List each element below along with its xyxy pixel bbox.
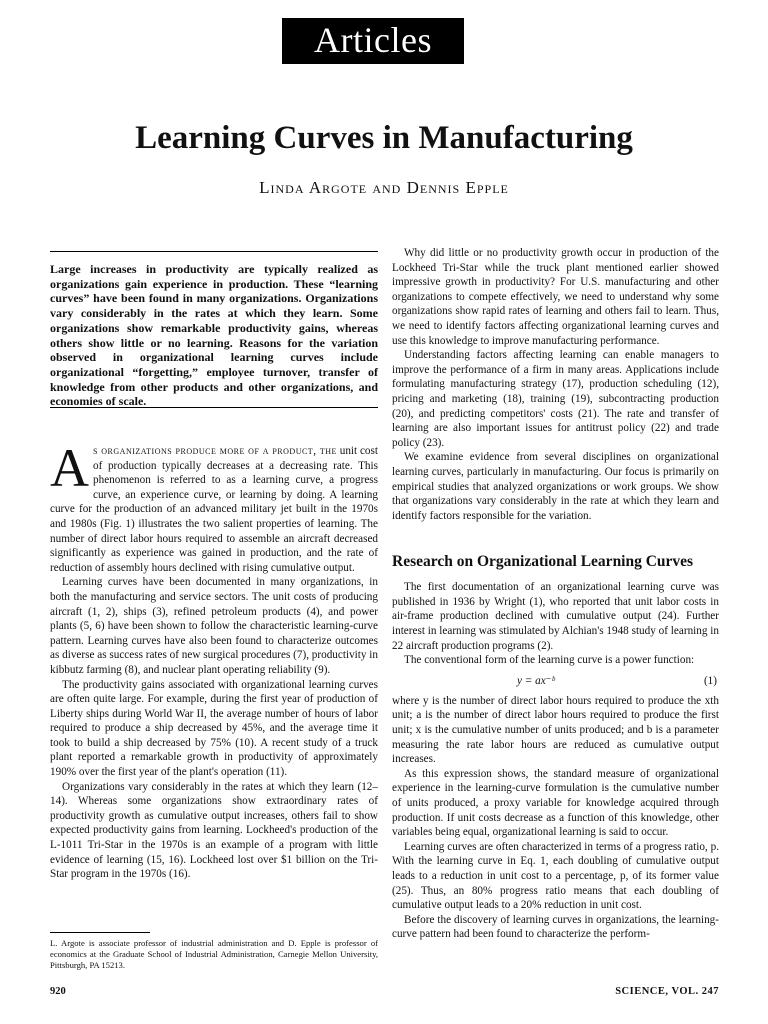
body-paragraph: Understanding factors affecting learning can enable managers to improve the performance of a firm in many areas. Applications include formulating manufacturing strategy (17), production scheduling (12), pricing and marketing (18), training (19), subcontracting production (20), and predicting competitors' costs (21). The rate and transfer of learning are also important issues for antitrust policy (22) and trade policy (23). bbox=[392, 349, 719, 449]
body-paragraph: The conventional form of the learning curve is a power function: bbox=[404, 654, 695, 667]
left-column bbox=[50, 438, 378, 882]
body-paragraph: As this expression shows, the standard measure of organizational experience in the learning-curve formulation is the cumulative number of units produced, a proxy variable for knowledge acquired through production. If unit costs decrease as a function of this knowledge, other variables being equal, organizational learning is said to occur. bbox=[392, 767, 719, 839]
section-banner: Articles bbox=[282, 18, 464, 64]
body-paragraph: We examine evidence from several disciplines on organizational learning curves, particularly in manufacturing. Our focus is primarily on empirical studies that analyzed organizations or work groups. We show that organizations vary considerably in the rate at which they learn and identify factors responsible for the variation. bbox=[392, 451, 719, 522]
body-paragraph: Learning curves have been documented in many organizations, in both the manufacturing and service sectors. The unit costs of producing aircraft (1, 2), ships (3), refined petroleum products (4), and power plants (5, 6) have been shown to follow the characteristic learning-curve pattern. Learning curves have also been found to characterize outcomes as diverse as success rates of new surgical procedures (7), productivity in kibbutz farming (8), and nuclear plant operating reliability (9). bbox=[50, 576, 378, 676]
body-paragraph: Before the discovery of learning curves in organizations, the learning-curve pattern had been found to characterize the perform- bbox=[392, 913, 719, 941]
article-authors: Linda Argote and Dennis Epple bbox=[259, 178, 509, 197]
equation-number: (1) bbox=[703, 674, 717, 687]
intro-paragraph bbox=[50, 438, 378, 575]
page-number: 920 bbox=[50, 986, 66, 997]
section-heading: Research on Organizational Learning Curves bbox=[392, 553, 694, 571]
intro-paragraph-text: unit cost of production typically decreases at a decreasing rate. This phenomenon is referred to as a learning curve, a progress curve, an experience curve, or learning by doing. A learning curve for the production of an advanced military jet built in the 1970s and 1980s (Fig. 1) illustrates the two salient properties of learning. The number of direct labor hours required to assemble an aircraft decreased significantly as experience was gained in production, and the rate of reduction of assembly hours declined with rising cumulative output. bbox=[50, 445, 378, 574]
body-paragraph: Why did little or no productivity growth occur in production of the Lockheed Tri-Star while the truck plant mentioned earlier showed impressive growth in productivity? For U.S. manufacturing and other organizations to compete effectively, we need to understand why some organizations show rapid rates of learning and others fail to learn. Thus, we need to identify factors affecting organizational learning curves and use this knowledge to improve manufacturing performance. bbox=[392, 247, 719, 347]
body-paragraph: The first documentation of an organizational learning curve was published in 1936 by Wright (1), who reported that unit labor costs in air-frame production declined with cumulative output (24). Further interest in learning was stimulated by Alchian's 1948 study of learning in 22 aircraft production programs (2). bbox=[392, 581, 719, 652]
equation: y = ax⁻ᵇ bbox=[517, 674, 555, 687]
body-paragraph: Learning curves are often characterized in terms of a progress ratio, p. With the learning curve in Eq. 1, each doubling of cumulative output leads to a reduction in unit cost to a percentage, p, of its former value (25). Thus, an 80% progress ratio means that each doubling of cumulative output leads to a 20% reduction in unit cost. bbox=[392, 840, 719, 912]
journal-footer: SCIENCE, VOL. 247 bbox=[615, 986, 719, 997]
body-paragraph: The productivity gains associated with organizational learning curves are often quite large. For example, during the first year of production of Liberty ships during World War II, the average number of hours of labor required to produce a ship decreased by 45%, and the average time it took to build a ship decreased by 75% (10). A recent study of a truck plant reported a remarkable growth in productivity of approximately 190% over the first year of the plant's operation (11). bbox=[50, 678, 378, 779]
abstract-bottom-rule bbox=[50, 407, 378, 408]
footnote-rule bbox=[50, 932, 150, 933]
author-footnote: L. Argote is associate professor of industrial administration and D. Epple is professor of economics at the Graduate School of Industrial Administration, Carnegie Mellon University, Pittsburgh, PA 15213. bbox=[50, 938, 378, 970]
right-column bbox=[392, 246, 719, 942]
drop-cap: A bbox=[50, 438, 89, 498]
abstract-top-rule bbox=[50, 251, 378, 252]
abstract: Large increases in productivity are typically realized as organizations gain experience in production. These “learning curves” have been found in many organizations. Organizations vary considerably in the rates at which they learn. Some organizations show remarkable productivity gains, whereas others show little or no learning. Reasons for the variation observed in organizational learning curves include organizational “forgetting,” employee turnover, transfer of knowledge from other products and other organizations, and economies of scale. bbox=[50, 262, 378, 409]
body-paragraph: where y is the number of direct labor hours required to produce the xth unit; a is the number of direct labor hours required to produce the first unit; x is the cumulative number of units produced; and b is a parameter measuring the rate labor hours are reduced as cumulative output increases. bbox=[392, 694, 719, 766]
article-title: Learning Curves in Manufacturing bbox=[135, 120, 633, 156]
lead-in-smallcaps: s organizations produce more of a product, the bbox=[93, 445, 337, 457]
equation-line bbox=[392, 671, 719, 691]
body-paragraph: Organizations vary considerably in the rates at which they learn (12–14). Whereas some organizations show extraordinary rates of productivity growth as cumulative output increases, others fail to show expected productivity gains from learning. Lockheed's production of the L-1011 Tri-Star in the 1970s is an example of a program with little evidence of learning (15, 16). Lockheed lost over $1 billion on the Tri-Star program in the 1970s (16). bbox=[50, 780, 378, 881]
